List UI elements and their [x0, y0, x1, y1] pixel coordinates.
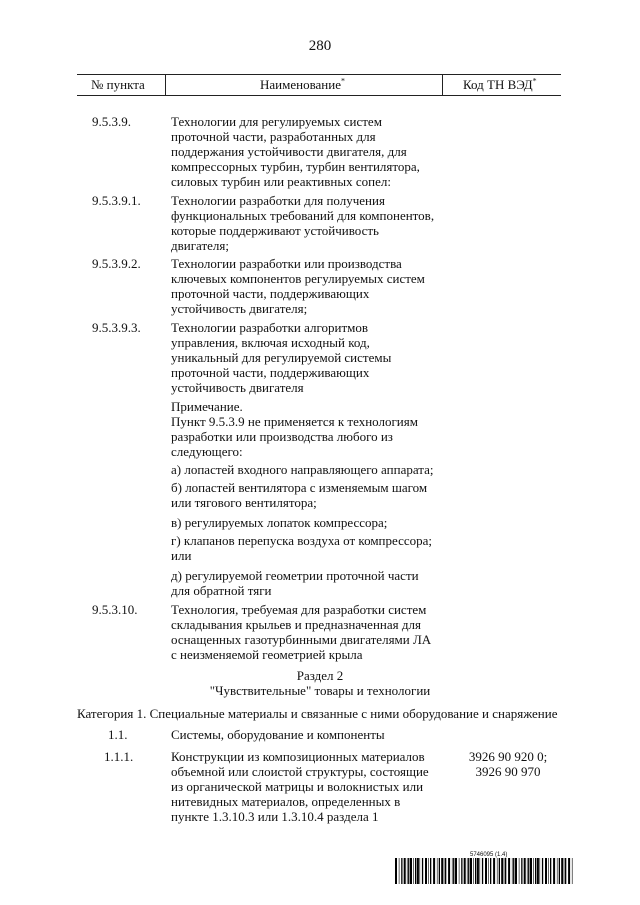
col-name-header: Наименование* [260, 76, 345, 92]
barcode-label: 5746095 (1.4) [470, 852, 508, 858]
item-number: 1.1. [108, 727, 128, 742]
category-heading: Категория 1. Специальные материалы и связанные с ними оборудование и снаряжение [77, 706, 558, 721]
section-title: Раздел 2 [296, 668, 344, 683]
item-text: Конструкции из композиционных материалов объемной или слоистой структуры, состоящие из органической матрицы и волокнистых или нитевидных материалов, определенных в пункте 1.3.10.3 или 1.3.10.4 раздела 1 [171, 749, 429, 824]
note-item-g: г) клапанов перепуска воздуха от компрессора; или [171, 533, 433, 563]
note-item-d: д) регулируемой геометрии проточной части для обратной тяги [171, 568, 419, 598]
item-number: 1.1.1. [104, 749, 134, 764]
item-text: Технологии разработки для получения функциональных требований для компонентов, которые поддерживают устойчивость двигателя; [171, 193, 435, 253]
note-item-v: в) регулируемых лопаток компрессора; [171, 515, 388, 530]
item-text: Технологии разработки или производства ключевых компонентов регулируемых систем проточной части, поддерживающих устойчивость двигателя; [171, 256, 425, 316]
item-number: 9.5.3.9.3. [92, 320, 141, 335]
header-divider [442, 75, 443, 95]
item-number: 9.5.3.9.2. [92, 256, 141, 271]
item-number: 9.5.3.9.1. [92, 193, 141, 208]
item-text: Технология, требуемая для разработки систем складывания крыльев и предназначенная для оснащенных газотурбинными двигателями ЛА с неизменяемой геометрией крыла [171, 602, 432, 662]
item-text: Технологии разработки алгоритмов управления, включая исходный код, уникальный для регулируемой системы проточной части, поддерживающих устойчивость двигателя [171, 320, 392, 395]
item-text: Технологии для регулируемых систем проточной части, разработанных для поддержания устойчивости двигателя, для компрессорных турбин, турбин вентилятора, силовых турбин или реактивных сопел: [171, 114, 420, 189]
note-item-b: б) лопастей вентилятора с изменяемым шагом или тягового вентилятора; [171, 480, 428, 510]
col-code-header: Код ТН ВЭД* [463, 76, 537, 92]
item-text: Системы, оборудование и компоненты [171, 727, 385, 742]
col-number-header: № пункта [91, 77, 145, 92]
note-item-a: а) лопастей входного направляющего аппарата; [171, 462, 434, 477]
tnved-code: 3926 90 920 0; 3926 90 970 [468, 749, 548, 779]
page-number: 280 [308, 38, 332, 54]
item-number: 9.5.3.9. [92, 114, 131, 129]
header-divider [165, 75, 166, 95]
barcode-icon [395, 858, 575, 884]
section-subtitle: "Чувствительные" товары и технологии [209, 683, 431, 698]
note: Примечание. Пункт 9.5.3.9 не применяется к технологиям разработки или производства любого из следующего: [171, 399, 418, 459]
table-header [77, 74, 561, 96]
item-number: 9.5.3.10. [92, 602, 138, 617]
